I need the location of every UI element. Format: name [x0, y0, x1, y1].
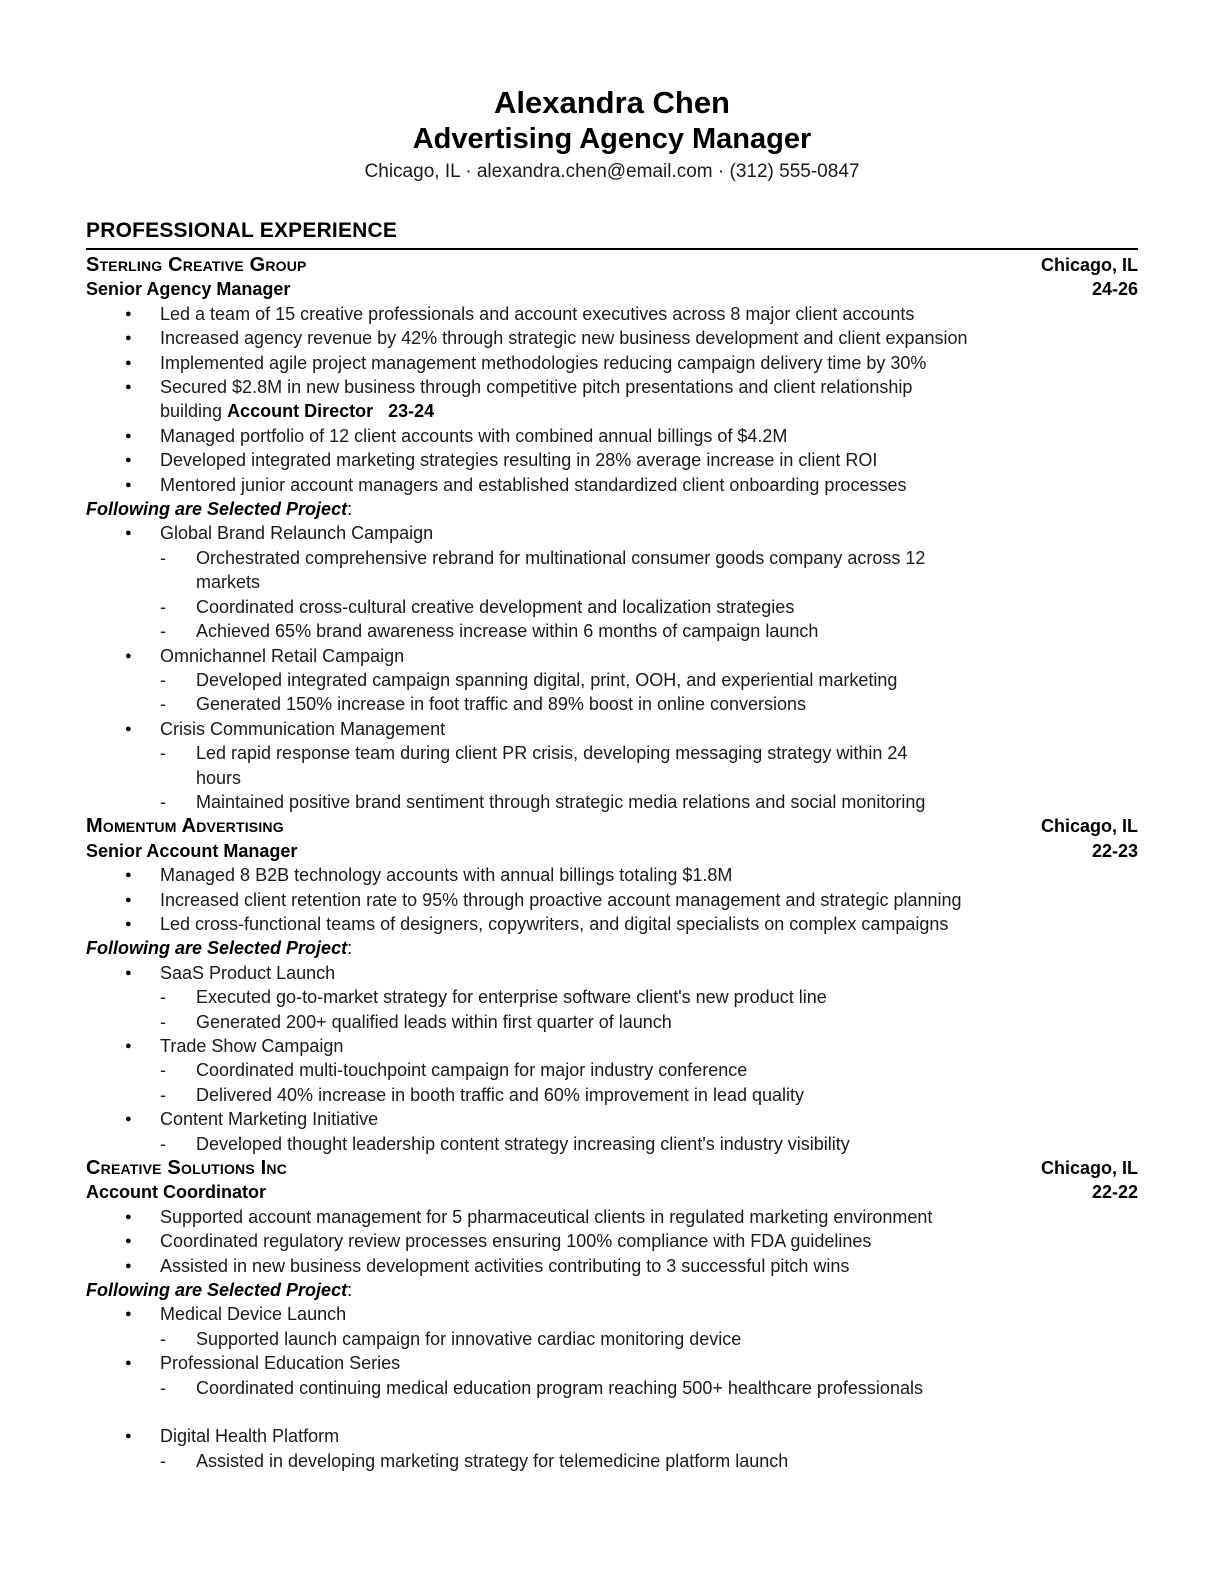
item-text: Delivered 40% increase in booth traffic and 60% improvement in lead quality: [196, 1084, 805, 1105]
item-text: Developed thought leadership content strategy increasing client's industry visibility: [196, 1133, 850, 1154]
item-text: Secured $2.8M in new business through competitive pitch presentations and client relationship building Account Director 23-24: [160, 377, 913, 422]
bullet-item: [86, 888, 1138, 912]
company-name: Momentum Advertising: [86, 815, 284, 838]
selected-projects-text: Following are Selected Project: [86, 938, 348, 959]
bullet-item: [86, 717, 1138, 741]
job-entry: [86, 1156, 1138, 1473]
bullet-item: [86, 1351, 1138, 1375]
item-text: Digital Health Platform: [160, 1426, 340, 1447]
bullet-icon: ●: [125, 1430, 132, 1443]
job-entry: [86, 814, 1138, 1156]
item-text: Global Brand Relaunch Campaign: [160, 523, 434, 544]
candidate-name: Alexandra Chen: [493, 85, 730, 120]
sub-bullet-item: [86, 1010, 1138, 1034]
dash-icon: -: [160, 743, 166, 764]
sub-bullet-item: [86, 692, 1138, 716]
bullet-item: [86, 863, 1138, 887]
spacer: [86, 1400, 1138, 1424]
item-text: Generated 150% increase in foot traffic and 89% boost in online conversions: [196, 694, 807, 715]
item-text: Crisis Communication Management: [160, 718, 446, 739]
sub-bullet-item: [86, 1449, 1138, 1473]
item-text: Led a team of 15 creative professionals and account executives across 8 major client accounts: [160, 303, 915, 324]
job-header-row: [86, 253, 1138, 277]
item-text: Led rapid response team during client PR crisis, developing messaging strategy within 24 hours: [196, 743, 908, 788]
bullet-icon: ●: [125, 1235, 132, 1248]
bullet-icon: ●: [125, 893, 132, 906]
sub-bullet-item: [86, 790, 1138, 814]
bullet-icon: ●: [125, 1210, 132, 1223]
item-text: Professional Education Series: [160, 1353, 401, 1374]
dash-icon: -: [160, 1011, 166, 1032]
dash-icon: -: [160, 694, 166, 715]
selected-projects-colon: :: [347, 1280, 353, 1301]
job-location: Chicago, IL: [1040, 1158, 1138, 1179]
dash-icon: -: [160, 596, 166, 617]
sub-bullet-item: [86, 985, 1138, 1009]
item-text: Content Marketing Initiative: [160, 1109, 379, 1130]
job-header-row: [86, 1156, 1138, 1180]
bullet-item: [86, 521, 1138, 545]
bullet-icon: ●: [125, 1040, 132, 1052]
item-text: Supported launch campaign for innovative cardiac monitoring device: [196, 1328, 742, 1349]
dash-icon: -: [160, 987, 166, 1008]
dash-icon: -: [160, 1133, 166, 1154]
item-text: Executed go-to-market strategy for enterprise software client's new product line: [196, 987, 827, 1008]
bullet-icon: ●: [125, 649, 132, 662]
job-title: Senior Account Manager: [86, 840, 298, 861]
bullet-item: [86, 1302, 1138, 1326]
company-name: Creative Solutions Inc: [86, 1157, 288, 1180]
bullet-item: [86, 424, 1138, 448]
sub-bullet-item: [86, 741, 1138, 790]
bullet-icon: ●: [125, 478, 132, 491]
dash-icon: -: [160, 791, 166, 812]
bullet-item: [86, 1254, 1138, 1278]
bullet-icon: ●: [125, 722, 132, 735]
bullet-item: [86, 1107, 1138, 1131]
bullet-icon: ●: [125, 381, 132, 394]
item-text: Coordinated regulatory review processes ensuring 100% compliance with FDA guidelines: [160, 1231, 872, 1252]
bullet-item: [86, 302, 1138, 326]
bullet-item: [86, 912, 1138, 936]
item-text: Omnichannel Retail Campaign: [160, 645, 405, 666]
item-text: Managed portfolio of 12 client accounts with combined annual billings of $4.2M: [160, 425, 788, 446]
item-text: Orchestrated comprehensive rebrand for multinational consumer goods company across 12 markets: [196, 547, 926, 593]
dash-icon: -: [160, 669, 166, 690]
bullet-icon: ●: [125, 454, 132, 467]
bullet-item: [86, 473, 1138, 497]
bullet-icon: ●: [125, 1308, 132, 1321]
section-title: PROFESSIONAL EXPERIENCE: [86, 219, 1138, 250]
contact-line: Chicago, IL · alexandra.chen@email.com · (312) 555-0847: [364, 161, 860, 182]
item-text: Increased client retention rate to 95% through proactive account management and strategic planning: [160, 889, 962, 910]
job-entry: [86, 253, 1138, 814]
job-dates: 22-22: [1091, 1182, 1138, 1203]
item-text: Implemented agile project management methodologies reducing campaign delivery time by 30%: [160, 352, 927, 373]
bullet-item: [86, 326, 1138, 350]
sub-bullet-item: [86, 595, 1138, 619]
bullet-item: [86, 1424, 1138, 1448]
item-text: Increased agency revenue by 42% through strategic new business development and client expansion: [160, 328, 968, 349]
job-title: Senior Agency Manager: [86, 279, 291, 300]
job-title: Account Coordinator: [86, 1182, 266, 1203]
item-text: Assisted in new business development activities contributing to 3 successful pitch wins: [160, 1255, 850, 1276]
sub-bullet-item: [86, 619, 1138, 643]
bullet-item: [86, 1229, 1138, 1253]
bullet-icon: ●: [125, 1259, 132, 1272]
sub-bullet-item: [86, 1083, 1138, 1107]
job-location: Chicago, IL: [1040, 816, 1138, 837]
selected-projects-colon: :: [347, 938, 353, 959]
bullet-item: [86, 351, 1138, 375]
bullet-icon: ●: [125, 966, 132, 979]
dash-icon: -: [160, 1060, 166, 1081]
item-text: Trade Show Campaign: [160, 1036, 344, 1056]
bullet-item: [86, 644, 1138, 668]
job-location: Chicago, IL: [1040, 255, 1138, 275]
selected-projects-text: Following are Selected Project: [86, 1280, 348, 1301]
sub-bullet-item: [86, 1058, 1138, 1082]
item-text: Supported account management for 5 pharmaceutical clients in regulated marketing environment: [160, 1206, 933, 1227]
bullet-item: [86, 961, 1138, 985]
bullet-icon: ●: [125, 869, 132, 882]
bullet-item: [86, 1034, 1138, 1058]
selected-projects-label: [86, 497, 1138, 521]
bullet-icon: ●: [125, 917, 132, 930]
dash-icon: -: [160, 1084, 166, 1105]
sub-bullet-item: [86, 546, 1138, 595]
sub-bullet-item: [86, 1327, 1138, 1351]
dash-icon: -: [160, 1328, 166, 1349]
item-text: Coordinated multi-touchpoint campaign for major industry conference: [196, 1060, 748, 1081]
item-text: Coordinated cross-cultural creative development and localization strategies: [196, 596, 795, 617]
item-text: Coordinated continuing medical education program reaching 500+ healthcare professionals: [196, 1377, 923, 1398]
bullet-icon: ●: [125, 356, 132, 369]
dash-icon: -: [160, 1377, 166, 1398]
bullet-icon: ●: [125, 1357, 132, 1370]
job-dates: 24-26: [1091, 279, 1138, 300]
sub-bullet-item: [86, 668, 1138, 692]
dash-icon: -: [160, 1450, 166, 1471]
bullet-item: [86, 1205, 1138, 1229]
item-text: Developed integrated campaign spanning digital, print, OOH, and experiential marketing: [196, 669, 898, 690]
sub-bullet-item: [86, 1132, 1138, 1156]
bullet-icon: ●: [125, 429, 132, 442]
resume-header: [86, 84, 1138, 186]
selected-projects-text: Following are Selected Project: [86, 499, 348, 520]
dash-icon: -: [160, 621, 166, 642]
selected-projects-label: [86, 1278, 1138, 1302]
job-role-row: [86, 1180, 1138, 1204]
bullet-icon: ●: [125, 527, 132, 540]
bullet-item: [86, 375, 1138, 424]
selected-projects-label: [86, 936, 1138, 960]
dash-icon: -: [160, 547, 166, 568]
job-role-row: [86, 839, 1138, 863]
bullet-icon: ●: [125, 332, 132, 345]
selected-projects-colon: :: [347, 499, 353, 520]
item-text: Mentored junior account managers and established standardized client onboarding processes: [160, 474, 907, 495]
item-text: Developed integrated marketing strategies resulting in 28% average increase in client ROI: [160, 450, 878, 471]
item-text: Maintained positive brand sentiment through strategic media relations and social monitoring: [196, 791, 926, 812]
item-text: Generated 200+ qualified leads within first quarter of launch: [196, 1011, 672, 1032]
experience-section: [86, 253, 1138, 1473]
company-name: Sterling Creative Group: [86, 254, 307, 276]
job-header-row: [86, 814, 1138, 838]
bullet-item: [86, 448, 1138, 472]
item-text: Assisted in developing marketing strategy for telemedicine platform launch: [196, 1450, 789, 1471]
item-text: SaaS Product Launch: [160, 962, 336, 983]
bullet-icon: ●: [125, 1113, 132, 1126]
item-text: Managed 8 B2B technology accounts with annual billings totaling $1.8M: [160, 865, 733, 886]
job-role-row: [86, 277, 1138, 301]
item-text: Achieved 65% brand awareness increase within 6 months of campaign launch: [196, 621, 819, 642]
item-text: Medical Device Launch: [160, 1304, 347, 1325]
job-dates: 22-23: [1091, 840, 1138, 861]
candidate-title: Advertising Agency Manager: [412, 123, 812, 155]
sub-bullet-item: [86, 1376, 1138, 1400]
bullet-icon: ●: [125, 307, 132, 320]
item-text: Led cross-functional teams of designers, copywriters, and digital specialists on complex campaigns: [160, 913, 949, 934]
